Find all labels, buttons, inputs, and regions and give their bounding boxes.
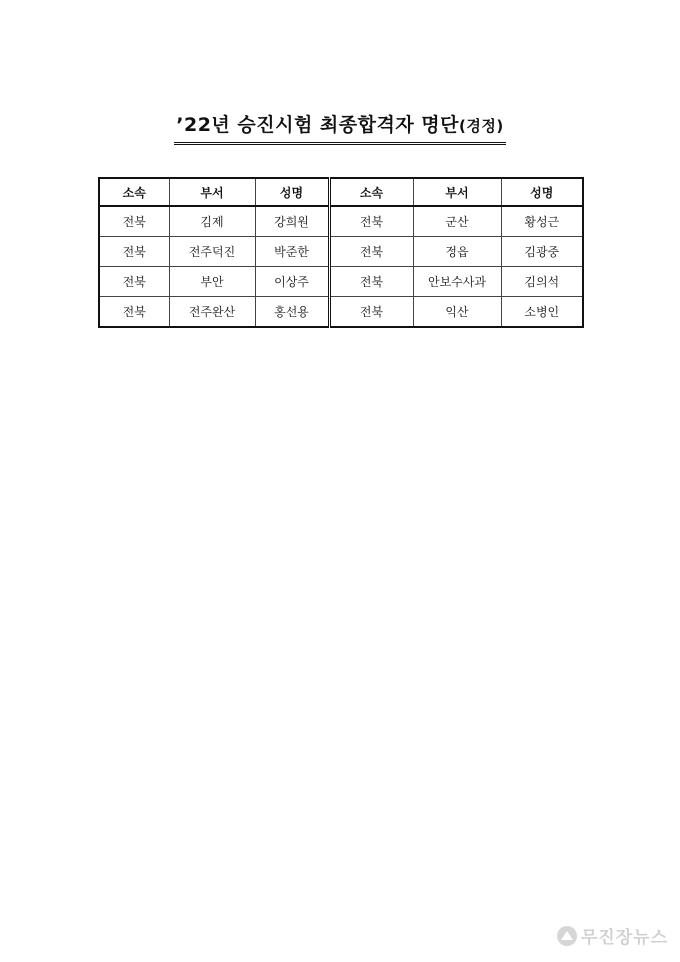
header-affiliation: 소속 [99,178,169,206]
cell-affiliation: 전북 [329,206,413,237]
cell-affiliation: 전북 [99,297,169,328]
watermark [557,923,668,948]
cell-department: 전주덕진 [169,237,255,267]
header-name: 성명 [501,178,583,206]
mountain-logo-icon [557,926,577,946]
title-main: ’22년 승진시험 최종합격자 명단 [176,114,460,136]
cell-department: 전주완산 [169,297,255,328]
cell-name: 김의석 [501,267,583,297]
cell-name: 김광중 [501,237,583,267]
cell-department: 안보수사과 [413,267,501,297]
cell-affiliation: 전북 [99,206,169,237]
header-department: 부서 [169,178,255,206]
cell-department: 익산 [413,297,501,328]
cell-name: 황성근 [501,206,583,237]
document-title [174,112,505,145]
table-row [99,237,583,267]
table-header-row [99,178,583,206]
title-suffix: (경정) [459,117,504,135]
watermark-text: 무진장뉴스 [580,928,668,948]
cell-affiliation: 전북 [329,237,413,267]
header-name: 성명 [255,178,329,206]
cell-name: 소병인 [501,297,583,328]
cell-name: 홍선용 [255,297,329,328]
cell-name: 박준한 [255,237,329,267]
table-row [99,297,583,328]
title-container [0,112,680,145]
cell-department: 정읍 [413,237,501,267]
header-affiliation: 소속 [329,178,413,206]
header-department: 부서 [413,178,501,206]
cell-department: 부안 [169,267,255,297]
roster-table [98,177,584,328]
cell-name: 강희원 [255,206,329,237]
cell-affiliation: 전북 [99,237,169,267]
table-row [99,267,583,297]
cell-department: 군산 [413,206,501,237]
cell-department: 김제 [169,206,255,237]
cell-name: 이상주 [255,267,329,297]
table-row [99,206,583,237]
cell-affiliation: 전북 [99,267,169,297]
cell-affiliation: 전북 [329,297,413,328]
cell-affiliation: 전북 [329,267,413,297]
